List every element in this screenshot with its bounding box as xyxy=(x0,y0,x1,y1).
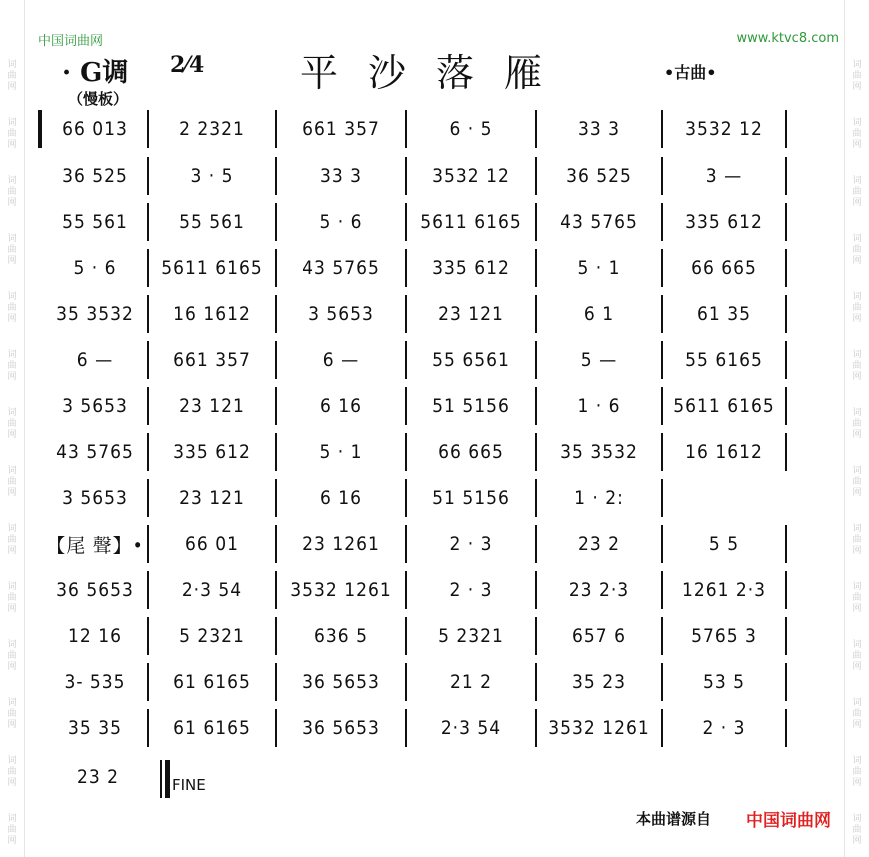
score-row xyxy=(42,106,822,152)
measure: 335 612 xyxy=(432,257,510,279)
measure: 66 665 xyxy=(691,257,757,279)
measure: 2 · 3 xyxy=(449,533,493,555)
site-name-top-left[interactable]: 中国词曲网 xyxy=(38,34,104,49)
measure: 2·3 54 xyxy=(181,579,243,601)
measure: 23 121 xyxy=(179,487,245,509)
measure: 55 6165 xyxy=(685,349,763,371)
measure: 657 6 xyxy=(572,625,626,647)
tempo-marking: （慢板） xyxy=(68,90,129,108)
score-final-row xyxy=(42,754,822,800)
measure: 23 121 xyxy=(179,395,245,417)
measure: 35 35 xyxy=(68,717,122,739)
watermark-text: 词 曲 网 xyxy=(7,640,17,672)
watermark-text: 词 曲 网 xyxy=(852,466,862,498)
barline xyxy=(785,663,787,701)
measure: 3532 1261 xyxy=(290,579,392,601)
watermark-text: 词 曲 网 xyxy=(852,814,862,846)
measure: 43 5765 xyxy=(560,211,638,233)
measure: 36 525 xyxy=(566,165,632,187)
measure: 661 357 xyxy=(302,118,380,140)
watermark-text: 词 曲 网 xyxy=(852,350,862,382)
measure: 16 1612 xyxy=(685,441,763,463)
watermark-text: 词 曲 网 xyxy=(7,582,17,614)
watermark-text: 词 曲 网 xyxy=(7,176,17,208)
measure: 335 612 xyxy=(685,211,763,233)
measure xyxy=(662,475,786,521)
measure: 1261 2·3 xyxy=(681,579,767,601)
measure: 55 6561 xyxy=(432,349,510,371)
watermark-text: 词 曲 网 xyxy=(852,582,862,614)
measure: 43 5765 xyxy=(56,441,134,463)
score-row xyxy=(42,705,822,751)
measure: 36 5653 xyxy=(302,671,380,693)
key-signature: · G调 xyxy=(62,58,129,88)
watermark-text: 词 曲 网 xyxy=(7,118,17,150)
measure: 23 121 xyxy=(438,303,504,325)
measure: 【尾 聲】• xyxy=(46,534,144,557)
watermark-text: 词 曲 网 xyxy=(7,466,17,498)
score-row xyxy=(42,383,822,429)
measure: 335 612 xyxy=(173,441,251,463)
measure: 6 — xyxy=(76,349,114,371)
measure: 2 2321 xyxy=(179,118,245,140)
watermark-text: 词 曲 网 xyxy=(7,292,17,324)
watermark-text: 词 曲 网 xyxy=(852,234,862,266)
final-barline-thin xyxy=(160,760,162,798)
time-signature: 2⁄4 xyxy=(170,52,205,78)
watermark-text: 词 曲 网 xyxy=(7,408,17,440)
watermark-text: 词 曲 网 xyxy=(852,640,862,672)
measure: 12 16 xyxy=(68,625,122,647)
measure: 35 23 xyxy=(572,671,626,693)
measure: 6 · 5 xyxy=(449,118,493,140)
measure: 3532 12 xyxy=(432,165,510,187)
measure: 3 — xyxy=(705,165,743,187)
watermark-text: 词 曲 网 xyxy=(852,60,862,92)
measure: 51 5156 xyxy=(432,395,510,417)
measure: 5 5 xyxy=(708,533,740,555)
score-origin: •古曲• xyxy=(664,63,717,82)
left-watermark-strip xyxy=(0,0,25,857)
watermark-text: 词 曲 网 xyxy=(7,524,17,556)
score-row xyxy=(42,475,822,521)
measure: 5 2321 xyxy=(438,625,504,647)
measure: 43 5765 xyxy=(302,257,380,279)
measure: 61 35 xyxy=(697,303,751,325)
measure: 61 6165 xyxy=(173,717,251,739)
score-row xyxy=(42,521,822,567)
measure: 16 1612 xyxy=(173,303,251,325)
measure: 2 · 3 xyxy=(702,717,746,739)
watermark-text: 词 曲 网 xyxy=(7,814,17,846)
score-title: 平沙落雁 xyxy=(300,51,573,95)
measure: 66 013 xyxy=(62,118,128,140)
measure: 5 — xyxy=(580,349,618,371)
measure: 35 3532 xyxy=(56,303,134,325)
barline xyxy=(785,433,787,471)
measure: 51 5156 xyxy=(432,487,510,509)
barline xyxy=(785,249,787,287)
watermark-text: 词 曲 网 xyxy=(7,234,17,266)
score-row xyxy=(42,429,822,475)
barline xyxy=(785,525,787,563)
measure: 5765 3 xyxy=(691,625,757,647)
barline xyxy=(785,617,787,655)
measure: 6 16 xyxy=(319,395,363,417)
measure: 53 5 xyxy=(702,671,746,693)
measure: 1 · 6 xyxy=(577,395,621,417)
watermark-text: 词 曲 网 xyxy=(7,350,17,382)
measure: 661 357 xyxy=(173,349,251,371)
score-row xyxy=(42,199,822,245)
measure: 3532 1261 xyxy=(548,717,650,739)
measure: 23 2 xyxy=(577,533,621,555)
barline xyxy=(785,295,787,333)
measure: 6 — xyxy=(322,349,360,371)
repeat-start-barline xyxy=(38,110,42,148)
watermark-text: 词 曲 网 xyxy=(852,176,862,208)
final-measure: 23 2 xyxy=(76,766,120,788)
watermark-text: 词 曲 网 xyxy=(852,408,862,440)
watermark-text: 词 曲 网 xyxy=(852,698,862,730)
measure: 5 2321 xyxy=(179,625,245,647)
measure: 2 · 3 xyxy=(449,579,493,601)
barline xyxy=(785,341,787,379)
score-row xyxy=(42,659,822,705)
measure: 21 2 xyxy=(449,671,493,693)
measure: 23 1261 xyxy=(302,533,380,555)
measure: 35 3532 xyxy=(560,441,638,463)
watermark-text: 词 曲 网 xyxy=(852,756,862,788)
score-row xyxy=(42,567,822,613)
measure: 2·3 54 xyxy=(440,717,502,739)
measure: 1 · 2: xyxy=(574,487,624,509)
measure: 5 · 1 xyxy=(319,441,363,463)
footer-source-label: 本曲谱源自 xyxy=(636,810,712,828)
measure: 23 2·3 xyxy=(568,579,630,601)
measure: 5611 6165 xyxy=(420,211,522,233)
fine-marking: FINE xyxy=(172,776,206,794)
score-row xyxy=(42,291,822,337)
measure: 55 561 xyxy=(62,211,128,233)
barline xyxy=(785,157,787,195)
measure: 3 · 5 xyxy=(190,165,234,187)
site-url-top-right[interactable]: www.ktvc8.com xyxy=(736,31,839,46)
measure: 3- 535 xyxy=(64,671,126,693)
final-barline-thick xyxy=(165,760,170,798)
measure: 5 · 6 xyxy=(319,211,363,233)
measure: 5 · 1 xyxy=(577,257,621,279)
measure: 33 3 xyxy=(577,118,621,140)
measure: 5611 6165 xyxy=(673,395,775,417)
score-row xyxy=(42,337,822,383)
measure: 636 5 xyxy=(314,625,368,647)
score-row xyxy=(42,245,822,291)
measure: 3 5653 xyxy=(62,487,128,509)
measure: 6 1 xyxy=(583,303,615,325)
barline xyxy=(785,110,787,148)
right-watermark-strip xyxy=(844,0,869,857)
barline xyxy=(785,571,787,609)
watermark-text: 词 曲 网 xyxy=(7,60,17,92)
score-row xyxy=(42,613,822,659)
measure: 61 6165 xyxy=(173,671,251,693)
watermark-text: 词 曲 网 xyxy=(7,756,17,788)
watermark-text: 词 曲 网 xyxy=(852,292,862,324)
score-row xyxy=(42,153,822,199)
watermark-text: 词 曲 网 xyxy=(852,118,862,150)
measure: 66 01 xyxy=(185,533,239,555)
measure: 66 665 xyxy=(438,441,504,463)
measure: 36 5653 xyxy=(56,579,134,601)
barline xyxy=(785,387,787,425)
measure: 3532 12 xyxy=(685,118,763,140)
measure: 3 5653 xyxy=(308,303,374,325)
footer-site-link[interactable]: 中国词曲网 xyxy=(746,811,831,831)
measure: 55 561 xyxy=(179,211,245,233)
measure: 3 5653 xyxy=(62,395,128,417)
measure: 36 525 xyxy=(62,165,128,187)
measure: 5611 6165 xyxy=(161,257,263,279)
measure: 36 5653 xyxy=(302,717,380,739)
barline xyxy=(785,203,787,241)
measure: 6 16 xyxy=(319,487,363,509)
watermark-text: 词 曲 网 xyxy=(852,524,862,556)
measure: 5 · 6 xyxy=(73,257,117,279)
watermark-text: 词 曲 网 xyxy=(7,698,17,730)
barline xyxy=(785,709,787,747)
measure: 33 3 xyxy=(319,165,363,187)
